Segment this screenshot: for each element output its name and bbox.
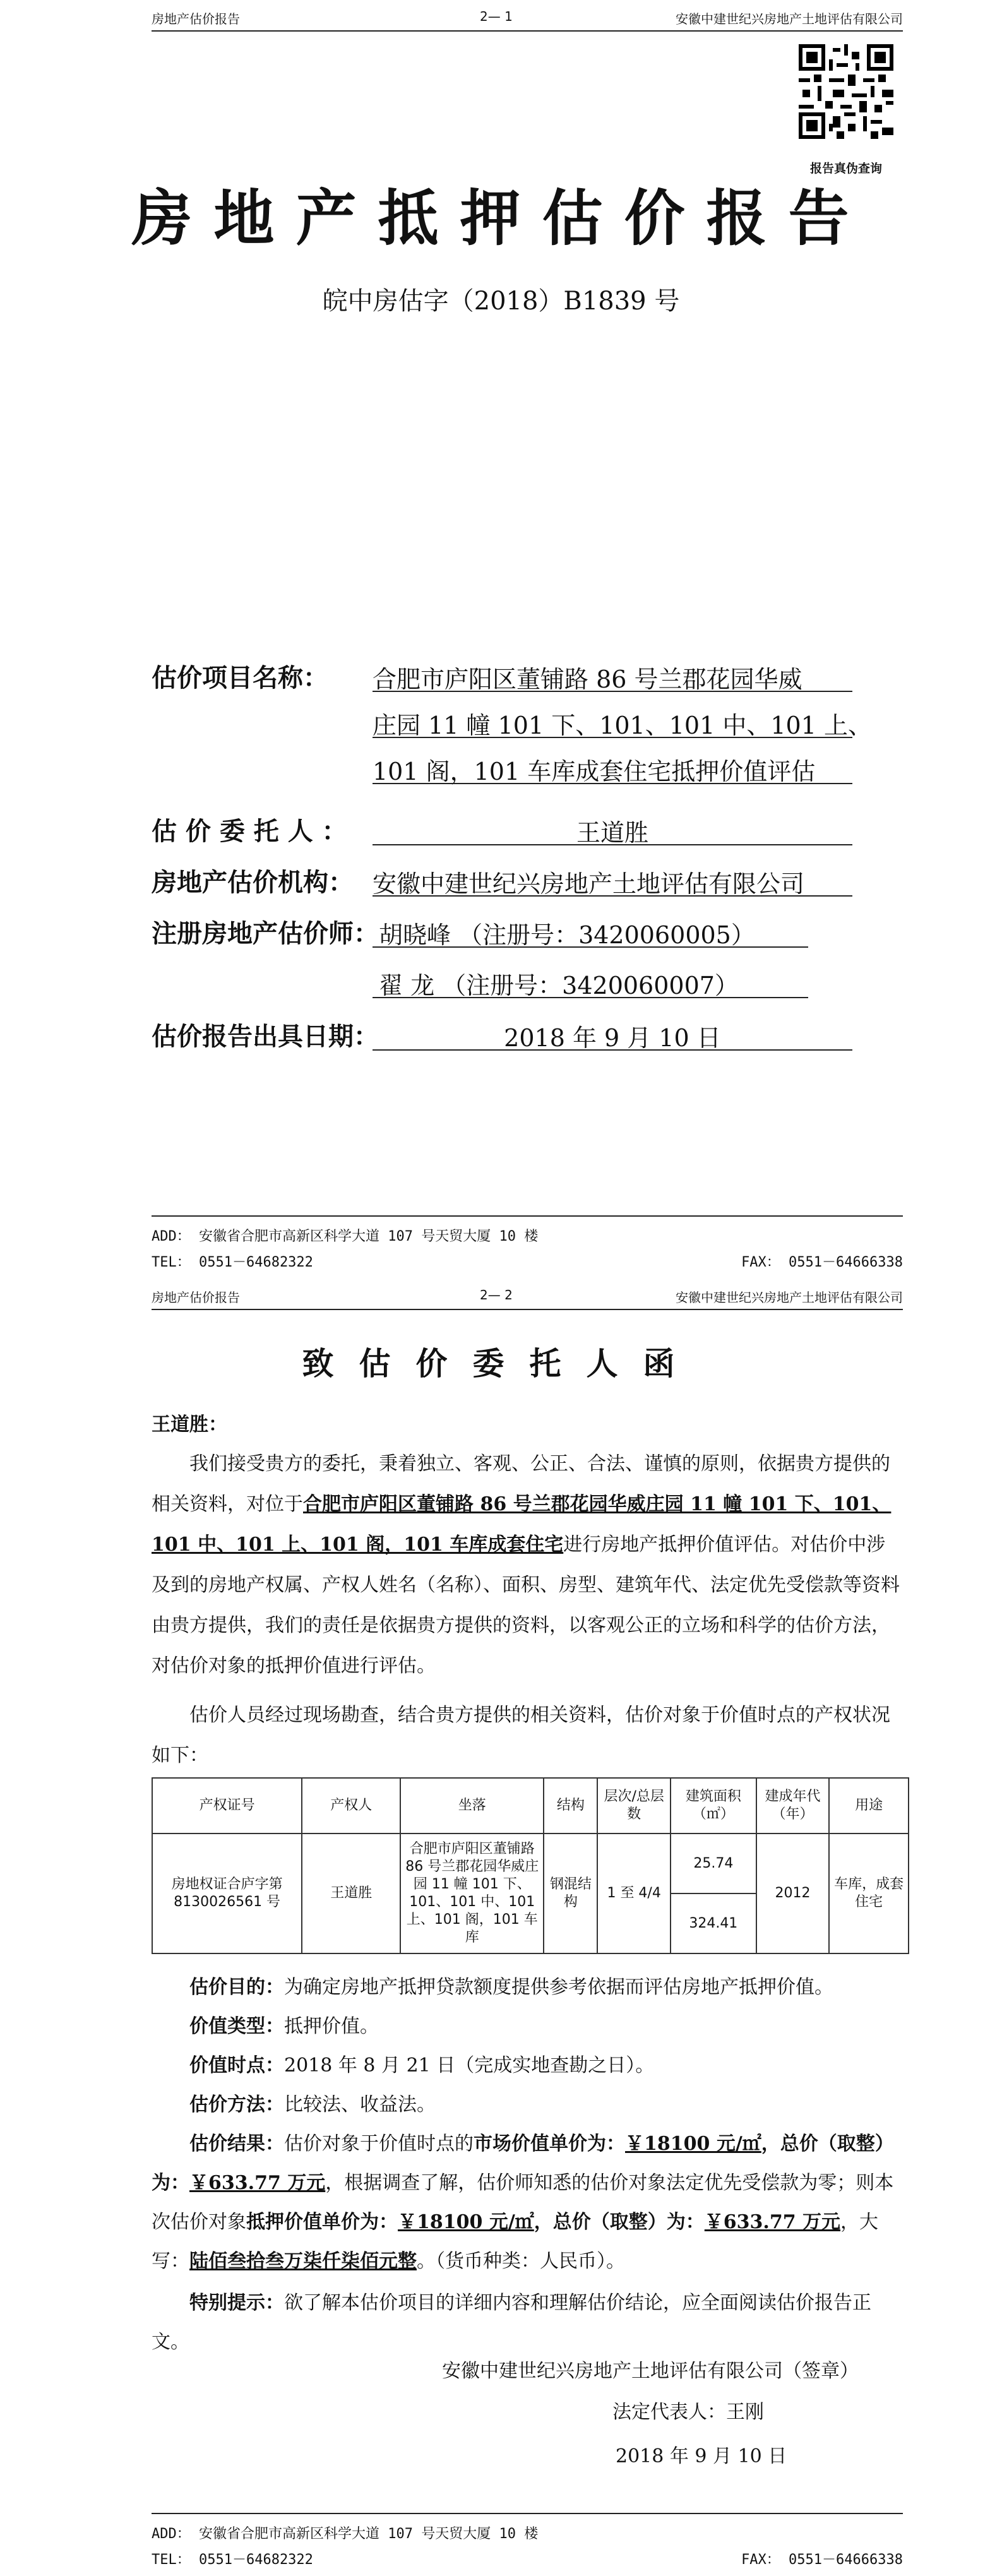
cell-owner: 王道胜: [302, 1834, 400, 1953]
report-date-value: 2018 年 9 月 10 日: [504, 1024, 721, 1052]
salutation: 王道胜：: [152, 1414, 227, 1436]
qr-code-icon[interactable]: [799, 44, 893, 139]
underline: [373, 997, 808, 998]
signature-date: 2018 年 9 月 10 日: [616, 2445, 787, 2467]
result-text-2: ，根据调查了解，估价师知悉的估价对象法定优先受偿款为零；则本次估价对象: [152, 2172, 894, 2233]
appraiser-label: 注册房地产估价师：: [152, 919, 379, 948]
header-left: 房地产估价报告: [152, 11, 240, 27]
underline: [373, 737, 852, 738]
result-item: [152, 2125, 900, 2281]
underline: [373, 946, 808, 948]
signature-company: 安徽中建世纪兴房地产土地评估有限公司（签章）: [442, 2360, 859, 2382]
market-unit-price: ￥18100 元/㎡: [625, 2133, 761, 2155]
col-year: 建成年代（年）: [756, 1778, 830, 1834]
letter-page: [0, 1279, 1002, 2576]
footer-divider: [152, 2513, 903, 2514]
mortgage-total-price: ￥633.77 万元: [704, 2211, 841, 2233]
footer-address: ADD： 安徽省合肥市高新区科学大道 107 号天贸大厦 10 楼: [152, 2526, 539, 2542]
result-text: 估价对象于价值时点的: [284, 2133, 474, 2155]
footer-divider: [152, 1215, 903, 1217]
header-left: 房地产估价报告: [152, 1290, 240, 1305]
qr-caption: 报告真伪查询: [809, 162, 882, 176]
legal-representative: 法定代表人：王刚: [612, 2401, 764, 2423]
col-structure: 结构: [544, 1778, 597, 1834]
footer-tel: TEL： 0551－64682322: [152, 2552, 313, 2568]
header-page-number: 2— 2: [480, 1287, 513, 1303]
page-header: [152, 1284, 903, 1310]
col-location: 坐落: [400, 1778, 544, 1834]
result-key: 估价结果：: [189, 2133, 284, 2155]
cell-structure: 钢混结构: [544, 1834, 597, 1953]
header-page-number: 2— 1: [480, 9, 513, 24]
client-value: 王道胜: [576, 819, 648, 847]
market-unit-label: 市场价值单价为：: [474, 2133, 625, 2155]
report-date-label: 估价报告出具日期：: [152, 1022, 379, 1051]
underline: [373, 1049, 852, 1051]
col-use: 用途: [829, 1778, 909, 1834]
special-note-value: 欲了解本估价项目的详细内容和理解估价结论，应全面阅读估价报告正文。: [152, 2292, 871, 2353]
method-key: 估价方法：: [189, 2094, 284, 2116]
project-name-line2: 庄园 11 幢 101 下、101、101 中、101 上、: [373, 712, 872, 739]
page-footer: [152, 2513, 903, 2568]
result-text-3: ，大写：: [152, 2211, 879, 2272]
purpose-item: [152, 1968, 900, 2007]
cell-year: 2012: [756, 1834, 830, 1953]
project-name-line3: 101 阁，101 车库成套住宅抵押价值评估: [373, 758, 816, 785]
mortgage-unit-price: ￥18100 元/㎡: [398, 2211, 534, 2233]
market-total-price: ￥633.77 万元: [189, 2172, 326, 2194]
appraisal-org-value: 安徽中建世纪兴房地产土地评估有限公司: [373, 870, 805, 898]
cell-floors: 1 至 4/4: [597, 1834, 671, 1953]
amount-in-words: 陆佰叁拾叁万柒仟柒佰元整: [189, 2250, 417, 2272]
intro-text-cont: 进行房地产抵押价值评估。对估价中涉及到的房地产权属、产权人姓名（名称）、面积、房型、建筑年代、法定优先受偿款等资料由贵方提供，我们的责任是依据贵方提供的资料，以客观公正的立场和科学的估价方法，对估价对象的抵押价值进行评估。: [152, 1534, 900, 1677]
header-company: 安徽中建世纪兴房地产土地评估有限公司: [676, 11, 903, 27]
appraisal-org-label: 房地产估价机构：: [152, 868, 354, 897]
page-footer: [152, 1215, 903, 1270]
project-name-label: 估价项目名称：: [152, 663, 328, 693]
cell-area-1: 25.74: [671, 1834, 756, 1893]
header-company: 安徽中建世纪兴房地产土地评估有限公司: [676, 1290, 903, 1305]
property-address: 合肥市庐阳区董铺路 86 号兰郡花园华威庄园 11 幢 101 下、101、101 中、101 上、101 阁，101 车库成套住宅: [152, 1493, 892, 1556]
appraiser-2: 翟 龙 （注册号：3420060007）: [379, 972, 739, 999]
value-time-key: 价值时点：: [189, 2054, 284, 2077]
cell-cert: 房地权证合庐字第 8130026561 号: [152, 1834, 302, 1953]
property-table: [152, 1777, 909, 1954]
footer-fax: FAX： 0551－64666338: [741, 1255, 903, 1270]
special-note-key: 特别提示：: [189, 2292, 284, 2314]
underline: [373, 844, 852, 845]
value-time-value: 2018 年 8 月 21 日（完成实地查勘之日）。: [284, 2054, 655, 2077]
cover-page: [0, 0, 1002, 1279]
value-type-value: 抵押价值。: [284, 2015, 379, 2037]
method-value: 比较法、收益法。: [284, 2094, 436, 2116]
col-owner: 产权人: [302, 1778, 400, 1834]
purpose-value: 为确定房地产抵押贷款额度提供参考依据而评估房地产抵押价值。: [284, 1976, 833, 1998]
special-note-item: [152, 2284, 900, 2362]
underline: [373, 895, 852, 897]
report-number: 皖中房估字（2018）B1839 号: [322, 287, 680, 316]
survey-paragraph: 估价人员经过现场勘查，结合贵方提供的相关资料，估价对象于价值时点的产权状况如下：: [152, 1704, 890, 1767]
market-total-label: ，总价（取整）为：: [152, 2133, 894, 2194]
value-type-key: 价值类型：: [189, 2015, 284, 2037]
cell-area-2: 324.41: [671, 1893, 756, 1953]
method-item: [152, 2085, 900, 2125]
currency-note: 。（货币种类：人民币）。: [417, 2250, 625, 2272]
cell-use: 车库，成套住宅: [829, 1834, 909, 1953]
client-label: 估 价 委 托 人 ：: [152, 816, 347, 846]
mortgage-total-label: ，总价（取整）为：: [534, 2211, 705, 2233]
underline: [373, 783, 852, 784]
intro-text: 我们接受贵方的委托，秉着独立、客观、公正、合法、谨慎的原则，依据贵方提供的相关资料，对位于: [152, 1453, 890, 1515]
letter-title: 致估价委托人函: [302, 1345, 700, 1382]
purpose-key: 估价目的：: [189, 1976, 284, 1998]
intro-paragraph: [152, 1444, 900, 1686]
page-header: [152, 5, 903, 32]
footer-address: ADD： 安徽省合肥市高新区科学大道 107 号天贸大厦 10 楼: [152, 1229, 539, 1244]
report-title: 房地产抵押估价报告: [131, 182, 871, 254]
project-name-line1: 合肥市庐阳区董铺路 86 号兰郡花园华威: [373, 665, 802, 693]
footer-tel: TEL： 0551－64682322: [152, 1255, 313, 1270]
value-type-item: [152, 2007, 900, 2046]
col-area: 建筑面积（㎡）: [671, 1778, 756, 1834]
cell-location: 合肥市庐阳区董铺路 86 号兰郡花园华威庄园 11 幢 101 下、101、101 中、101 上、101 阁，101 车库: [400, 1834, 544, 1953]
appraiser-1: 胡晓峰 （注册号：3420060005）: [379, 921, 755, 949]
underline: [373, 691, 852, 692]
footer-fax: FAX： 0551－64666338: [741, 2552, 903, 2568]
col-cert: 产权证号: [152, 1778, 302, 1834]
mortgage-unit-label: 抵押价值单价为：: [246, 2211, 398, 2233]
col-floors: 层次/总层数: [597, 1778, 671, 1834]
value-time-item: [152, 2046, 900, 2085]
